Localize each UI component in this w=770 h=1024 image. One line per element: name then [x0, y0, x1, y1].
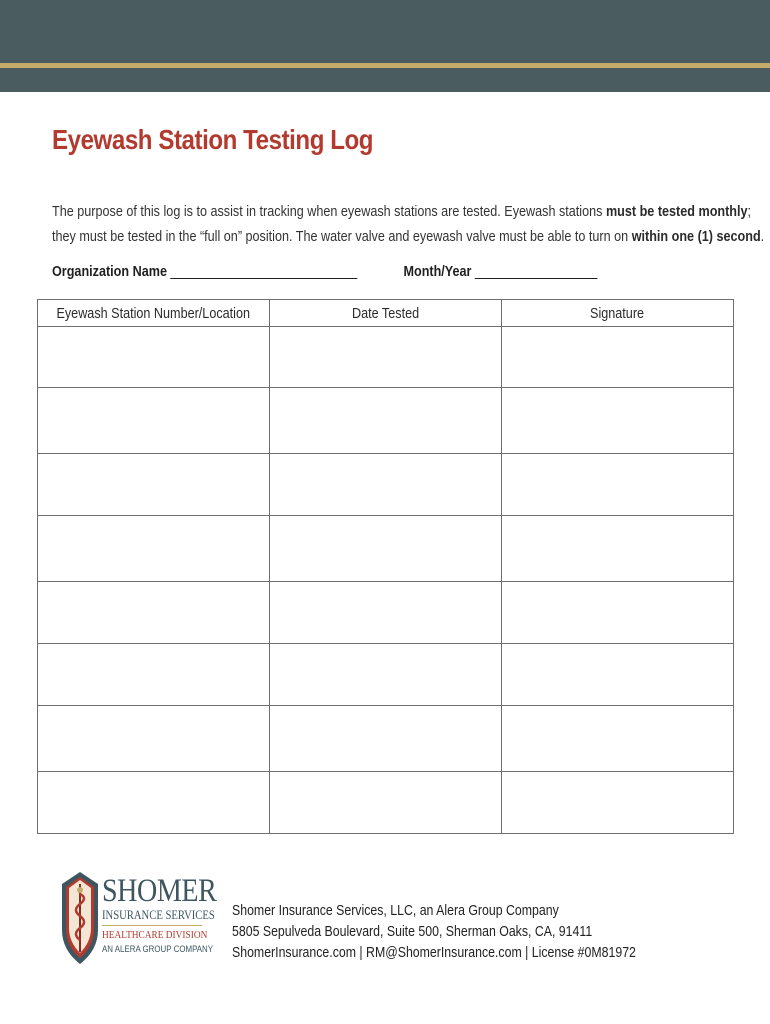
emphasis-monthly: must be tested monthly	[605, 204, 748, 220]
location-cell[interactable]	[38, 772, 270, 834]
signature-cell[interactable]	[502, 516, 734, 582]
organization-name-label: Organization Name	[52, 264, 167, 280]
location-cell[interactable]	[38, 706, 270, 772]
location-cell[interactable]	[38, 327, 270, 388]
month-year-label: Month/Year	[403, 264, 472, 280]
signature-cell[interactable]	[502, 772, 734, 834]
table-header-row	[38, 300, 734, 327]
intro-line-2: they must be tested in the “full on” position. The water valve and eyewash valve must be able to turn on within one (1) second.	[52, 229, 765, 245]
footer-company: Shomer Insurance Services, LLC, an Alera Group Company	[232, 903, 559, 919]
table-row	[38, 644, 734, 706]
column-header-date-tested: Date Tested	[270, 300, 502, 327]
month-year-field[interactable]	[475, 263, 598, 279]
table-row	[38, 454, 734, 516]
logo-division: HEALTHCARE DIVISION	[102, 929, 208, 941]
signature-cell[interactable]	[502, 706, 734, 772]
table-row	[38, 772, 734, 834]
table-row	[38, 516, 734, 582]
location-cell[interactable]	[38, 454, 270, 516]
emphasis-one-second: within one (1) second	[631, 229, 761, 245]
logo-subtitle: INSURANCE SERVICES	[102, 908, 202, 926]
footer-contact	[205, 901, 636, 964]
column-header-signature: Signature	[502, 300, 734, 327]
location-cell[interactable]	[38, 644, 270, 706]
date-tested-cell[interactable]	[270, 582, 502, 644]
intro-line-1: The purpose of this log is to assist in tracking when eyewash stations are tested. Eyewash stations must be tested monthly;	[52, 204, 752, 220]
header-band	[0, 0, 770, 92]
intro-paragraph	[52, 200, 765, 250]
date-tested-cell[interactable]	[270, 706, 502, 772]
date-tested-cell[interactable]	[270, 644, 502, 706]
footer-links[interactable]: ShomerInsurance.com | RM@ShomerInsurance.com | License #0M81972	[232, 945, 636, 961]
shomer-logo	[58, 870, 217, 970]
column-header-location: Eyewash Station Number/Location	[38, 300, 270, 327]
table-row	[38, 388, 734, 454]
header-fields	[52, 263, 472, 280]
signature-cell[interactable]	[502, 644, 734, 706]
signature-cell[interactable]	[502, 454, 734, 516]
logo-name: SHOMER	[102, 873, 217, 909]
logo-tagline: AN ALERA GROUP COMPANY	[102, 944, 214, 954]
page-title: Eyewash Station Testing Log	[52, 124, 374, 155]
location-cell[interactable]	[38, 388, 270, 454]
table-row	[38, 582, 734, 644]
date-tested-cell[interactable]	[270, 454, 502, 516]
location-cell[interactable]	[38, 516, 270, 582]
date-tested-cell[interactable]	[270, 327, 502, 388]
date-tested-cell[interactable]	[270, 388, 502, 454]
caduceus-shield-icon	[58, 870, 102, 966]
month-year-group	[403, 263, 597, 280]
date-tested-cell[interactable]	[270, 516, 502, 582]
table-row	[38, 706, 734, 772]
table-row	[38, 327, 734, 388]
organization-name-field[interactable]	[170, 263, 357, 279]
header-accent-stripe	[0, 63, 770, 68]
date-tested-cell[interactable]	[270, 772, 502, 834]
signature-cell[interactable]	[502, 327, 734, 388]
signature-cell[interactable]	[502, 388, 734, 454]
eyewash-log-table	[37, 299, 734, 834]
footer-address: 5805 Sepulveda Boulevard, Suite 500, Sherman Oaks, CA, 91411	[232, 924, 593, 940]
location-cell[interactable]	[38, 582, 270, 644]
signature-cell[interactable]	[502, 582, 734, 644]
